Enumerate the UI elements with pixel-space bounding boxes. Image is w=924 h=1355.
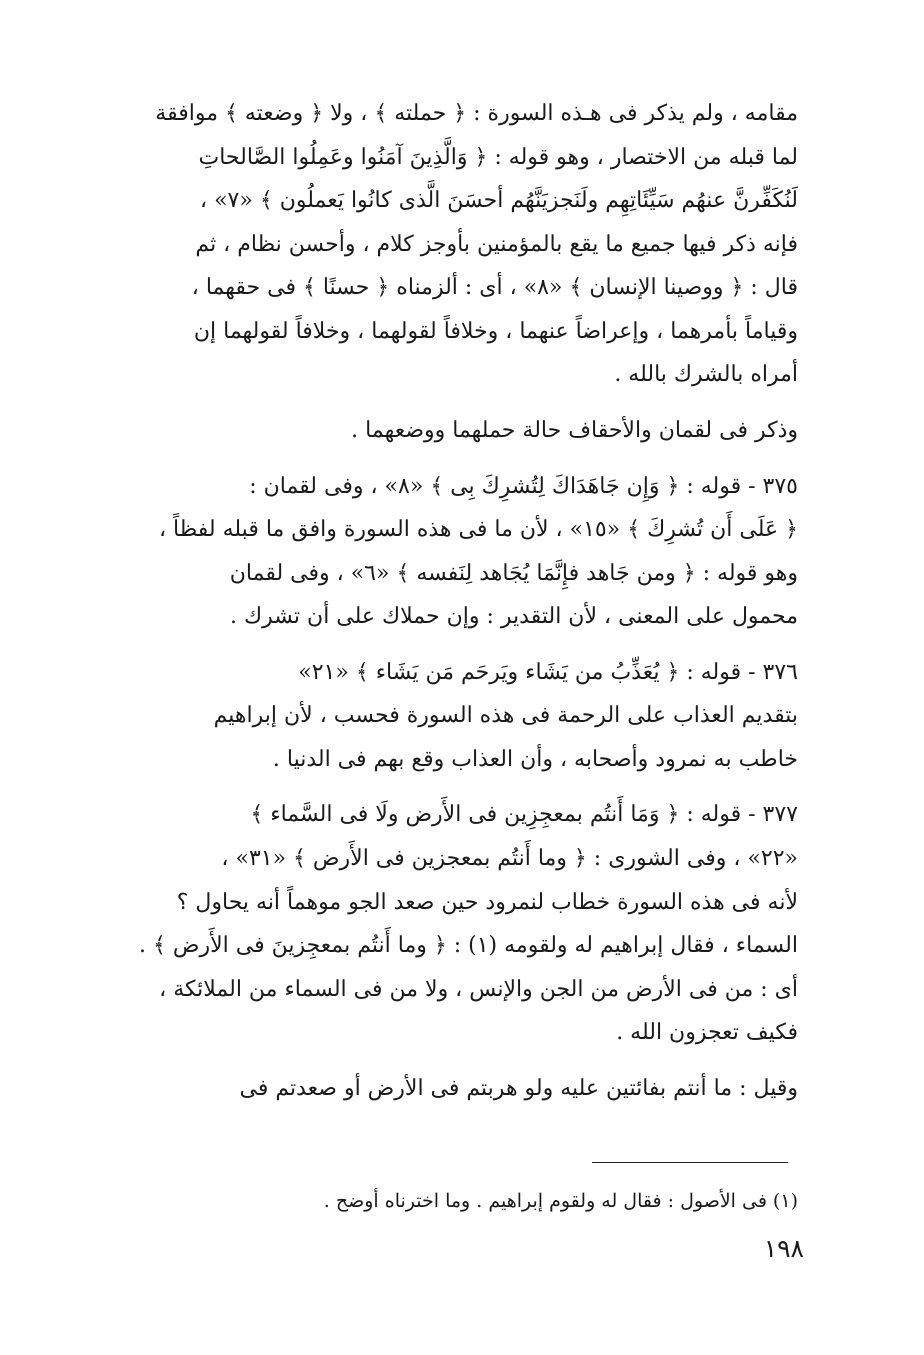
- text-line: ﴿ عَلَى أَن تُشرِكَ ﴾ «١٥» ، لأن ما فى هذه السورة وافق ما قبله لفظاً ،: [158, 517, 798, 543]
- text-line: أمراه بالشرك بالله .: [614, 362, 798, 388]
- paragraph: [138, 793, 798, 1054]
- text-line: لأنه فى هذه السورة خطاب لنمرود حين صعد الجو موهماً أنه يحاول ؟: [176, 889, 798, 915]
- paragraph: [138, 465, 798, 639]
- text-line: قال : ﴿ ووصينا الإنسان ﴾ «٨» ، أى : ألزمناه ﴿ حسنًا ﴾ فى حقهما ،: [191, 275, 798, 301]
- page-body: [138, 92, 798, 1110]
- text-line: وقيل : ما أنتم بفائتين عليه ولو هربتم فى الأرض أو صعدتم فى: [239, 1075, 798, 1101]
- page-number: ١٩٨: [763, 1234, 804, 1263]
- text-line: مقامه ، ولم يذكر فى هـذه السورة : ﴿ حملته ﴾ ، ولا ﴿ وضعته ﴾ موافقة: [155, 101, 798, 126]
- text-line: لَنُكَفِّرنَّ عنهُم سَيِّئَاتِهِم ولَنَجزيَنَّهُم أحسَنَ الَّذى كانُوا يَعملُون ﴾ «٧» ،: [199, 188, 798, 214]
- text-line: فإنه ذكر فيها جميع ما يقع بالمؤمنين بأوجز كلام ، وأحسن نظام ، ثم: [195, 231, 798, 257]
- text-line: خاطب به نمرود وأصحابه ، وأن العذاب وقع بهم فى الدنيا .: [272, 746, 798, 772]
- text-line: وذكر فى لقمان والأحقاف حالة حملهما ووضعهما .: [351, 417, 798, 443]
- text-line: محمول على المعنى ، لأن التقدير : وإن حملاك على أن تشرك .: [230, 604, 798, 630]
- text-line: فكيف تعجزون الله .: [616, 1020, 798, 1046]
- text-line: ٣٧٧ - قوله : ﴿ وَمَا أَنتُم بمعجِزِين فى الأَرض ولَا فى السَّماء ﴾: [250, 802, 798, 828]
- paragraph: [138, 409, 798, 453]
- text-line: وهو قوله : ﴿ ومن جَاهد فإِنَّمَا يُجَاهد لِنَفسه ﴾ «٦» ، وفى لقمان: [229, 560, 798, 586]
- paragraph: [138, 651, 798, 782]
- text-line: لما قبله من الاختصار ، وهو قوله : ﴿ وَالَّذِينَ آمَنُوا وعَمِلُوا الصَّالحاتِ: [198, 144, 798, 170]
- text-line: ٣٧٥ - قوله : ﴿ وَإِن جَاهَدَاكَ لِتُشرِكَ بِى ﴾ «٨» ، وفى لقمان :: [249, 473, 798, 499]
- text-line: أى : من فى الأرض من الجن والإنس ، ولا من فى السماء من الملائكة ،: [159, 976, 798, 1002]
- paragraph: [138, 1067, 798, 1111]
- text-line: «٢٢» ، وفى الشورى : ﴿ وما أَنتُم بمعجزين فى الأَرض ﴾ «٣١» ،: [221, 846, 798, 871]
- paragraph: [138, 92, 798, 397]
- text-line: وقياماً بأمرهما ، وإعراضاً عنهما ، وخلافاً لقولهما ، وخلافاً لقولهما إن: [193, 318, 798, 344]
- text-line: السماء ، فقال إبراهيم له ولقومه (١) : ﴿ وما أَنتُم بمعجِزينَ فى الأَرض ﴾ .: [138, 933, 798, 959]
- footnote: (١) فى الأصول : فقال له ولقوم إبراهيم . وما اخترناه أوضح .: [323, 1190, 798, 1212]
- text-line: بتقديم العذاب على الرحمة فى هذه السورة فحسب ، لأن إبراهيم: [213, 703, 798, 729]
- text-line: ٣٧٦ - قوله : ﴿ يُعَذِّبُ من يَشَاء ويَرحَم مَن يَشَاء ﴾ «٢١»: [298, 659, 798, 685]
- footnote-divider: [592, 1162, 788, 1163]
